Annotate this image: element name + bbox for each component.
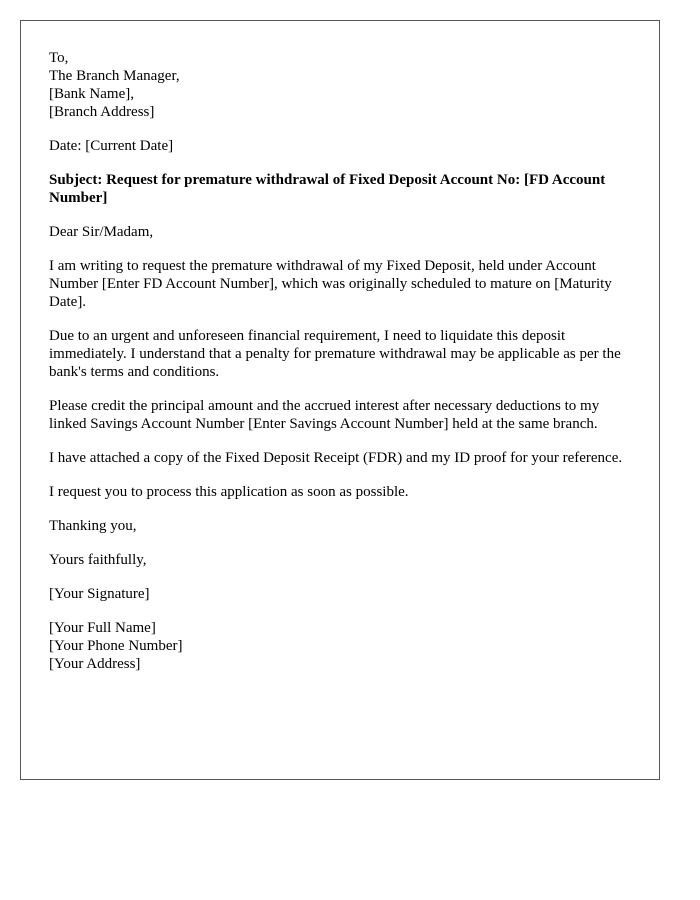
signature-placeholder: [Your Signature]	[49, 586, 150, 602]
sender-name: [Your Full Name]	[49, 620, 156, 636]
letter-page	[20, 20, 660, 780]
letter-date: Date: [Current Date]	[49, 138, 174, 154]
recipient-title: The Branch Manager,	[49, 68, 180, 84]
body-paragraph-1: I am writing to request the premature withdrawal of my Fixed Deposit, held under Account Number [Enter FD Account Number], which was originally scheduled to mature on [Maturity Date].	[49, 258, 612, 310]
body-paragraph-3: Please credit the principal amount and the accrued interest after necessary deductions to my linked Savings Account Number [Enter Savings Account Number] held at the same branch.	[49, 398, 600, 432]
body-paragraph-4: I have attached a copy of the Fixed Deposit Receipt (FDR) and my ID proof for your reference.	[49, 450, 623, 466]
sender-phone: [Your Phone Number]	[49, 638, 183, 654]
closing-thanks: Thanking you,	[49, 518, 137, 534]
sender-block	[49, 619, 631, 673]
closing-sign-off: Yours faithfully,	[49, 552, 147, 568]
body-paragraph-5: I request you to process this application as soon as possible.	[49, 484, 409, 500]
recipient-bank: [Bank Name],	[49, 86, 134, 102]
recipient-to: To,	[49, 50, 69, 66]
sender-address: [Your Address]	[49, 656, 141, 672]
salutation: Dear Sir/Madam,	[49, 224, 154, 240]
recipient-block	[49, 49, 631, 121]
body-paragraph-2: Due to an urgent and unforeseen financial requirement, I need to liquidate this deposit immediately. I understand that a penalty for premature withdrawal may be applicable as per the bank's terms and conditions.	[49, 328, 621, 380]
letter-subject: Subject: Request for premature withdrawal of Fixed Deposit Account No: [FD Account Number]	[49, 172, 606, 206]
recipient-address: [Branch Address]	[49, 104, 155, 120]
